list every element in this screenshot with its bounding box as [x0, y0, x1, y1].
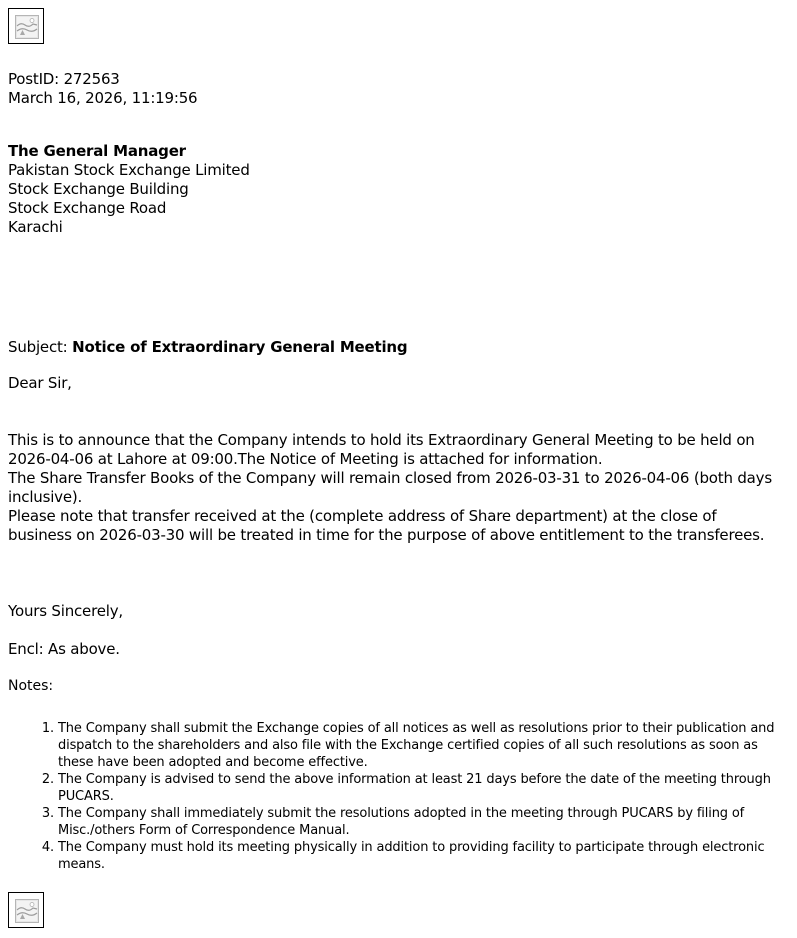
notes-list	[8, 720, 783, 873]
closing: Yours Sincerely,	[8, 602, 123, 620]
note-item: 2. The Company is advised to send the above information at least 21 days before the date of the meeting through PUCARS.	[58, 771, 783, 805]
notes-label: Notes:	[8, 678, 54, 694]
recipient-title: The General Manager	[8, 142, 186, 160]
address-line: Pakistan Stock Exchange Limited	[8, 161, 250, 179]
broken-image-icon	[15, 15, 39, 39]
header-image	[8, 8, 44, 44]
letter-body	[8, 431, 783, 545]
note-item: 1. The Company shall submit the Exchange copies of all notices as well as resolutions prior to their publication and dispatch to the shareholders and also file with the Exchange certified copies of all such resolutions as soon as these have been adopted and become effective.	[58, 720, 783, 771]
body-paragraph: Please note that transfer received at the (complete address of Share department) at the close of business on 2026-03-30 will be treated in time for the purpose of above entitlement to the transferees.	[8, 507, 765, 544]
post-id: PostID: 272563	[8, 70, 120, 88]
salutation: Dear Sir,	[8, 374, 72, 392]
body-paragraph: This is to announce that the Company intends to hold its Extraordinary General Meeting to be held on 2026-04-06 at Lahore at 09:00.The Notice of Meeting is attached for information.	[8, 431, 755, 468]
footer-image	[8, 892, 44, 928]
subject-text: Notice of Extraordinary General Meeting	[72, 338, 408, 356]
address-line: Stock Exchange Road	[8, 199, 167, 217]
post-datetime: March 16, 2026, 11:19:56	[8, 89, 198, 107]
body-paragraph: The Share Transfer Books of the Company will remain closed from 2026-03-31 to 2026-04-06 (both days inclusive).	[8, 469, 772, 506]
enclosure: Encl: As above.	[8, 640, 120, 658]
recipient-address	[8, 142, 789, 237]
note-item: 4. The Company must hold its meeting physically in addition to providing facility to participate through electronic means.	[58, 839, 783, 873]
broken-image-icon	[15, 899, 39, 923]
subject-line	[8, 338, 407, 357]
letter-page	[8, 8, 789, 872]
subject-label: Subject:	[8, 338, 68, 356]
address-line: Karachi	[8, 218, 63, 236]
note-item: 3. The Company shall immediately submit the resolutions adopted in the meeting through PUCARS by filing of Misc./others Form of Correspondence Manual.	[58, 805, 783, 839]
post-meta	[8, 70, 789, 108]
address-line: Stock Exchange Building	[8, 180, 189, 198]
